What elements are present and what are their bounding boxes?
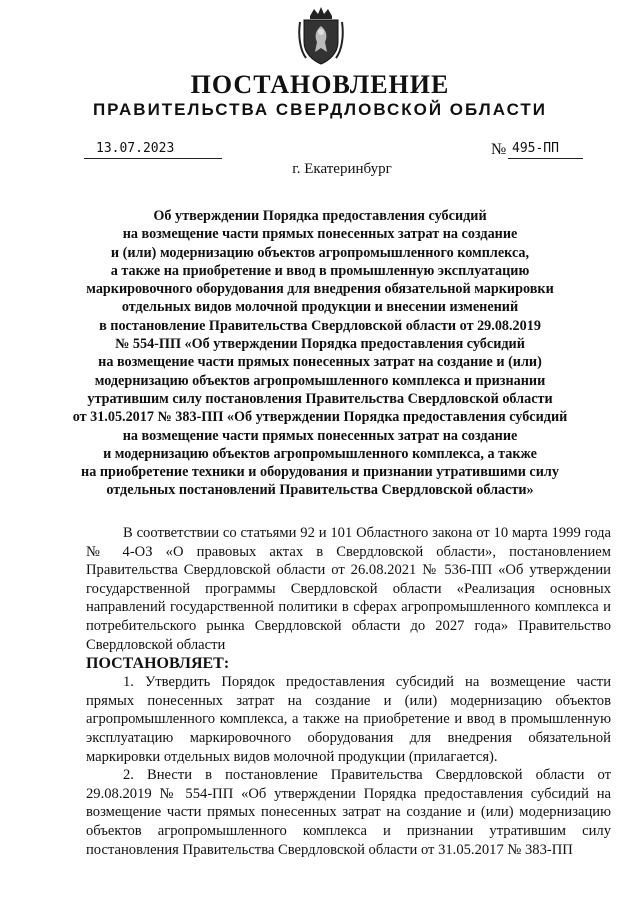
document-number: 495-ПП <box>508 140 583 159</box>
heading-line: на возмещение части прямых понесенных затрат на создание <box>122 226 518 243</box>
item-2-paragraph: 2. Внести в постановление Правительства Свердловской области от 29.08.2019 № 554-ПП «Об утверждении Порядка предоставления субсидий на возмещение части прямых понесенных затрат на создание и (или) модернизацию объектов агропромышленного комплекса и признании утратившим силу постановления Правительства Свердловской области от 31.05.2017 № 383-ПП <box>86 767 611 858</box>
heading-line: отдельных видов молочной продукции и внесении изменений <box>121 299 519 316</box>
heading-line: в постановление Правительства Свердловской области от 29.08.2019 <box>99 317 541 334</box>
document-title: ПОСТАНОВЛЕНИЕ <box>190 70 450 99</box>
document-body <box>86 524 611 859</box>
heading-line: модернизацию объектов агропромышленного комплекса и признании <box>94 372 546 389</box>
number-label: № <box>491 141 507 158</box>
resolves-heading: ПОСТАНОВЛЯЕТ: <box>86 655 230 673</box>
heading-line: отдельных постановлений Правительства Свердловской области» <box>106 482 534 499</box>
coat-of-arms-icon <box>298 6 344 66</box>
heading-line: № 554-ПП «Об утверждении Порядка предоставления субсидий <box>115 336 525 353</box>
heading-line: на возмещение части прямых понесенных затрат на создание <box>122 427 518 444</box>
heading-line: от 31.05.2017 № 383-ПП «Об утверждении Порядка предоставления субсидий <box>72 409 568 426</box>
heading-line: а также на приобретение и ввод в промышленную эксплуатацию <box>110 262 530 279</box>
document-date: 13.07.2023 <box>84 140 222 159</box>
heading-line: Об утверждении Порядка предоставления субсидий <box>153 208 487 224</box>
heading-line: на возмещение части прямых понесенных затрат на создание и (или) <box>98 354 542 371</box>
heading-line: и модернизацию объектов агропромышленного комплекса, а также <box>103 445 537 462</box>
heading-line: и (или) модернизацию объектов агропромышленного комплекса, <box>110 244 530 261</box>
heading-line: утратившим силу постановления Правительства Свердловской области <box>87 390 553 407</box>
document-heading <box>60 207 580 500</box>
document-city: г. Екатеринбург <box>292 161 392 177</box>
document-issuer: ПРАВИТЕЛЬСТВА СВЕРДЛОВСКОЙ ОБЛАСТИ <box>92 100 548 119</box>
preamble-paragraph: В соответствии со статьями 92 и 101 Областного закона от 10 марта 1999 года № 4-ОЗ «О правовых актах в Свердловской области», постановлением Правительства Свердловской области от 26.08.2021 № 536-ПП «Об утверждении государственной программы Свердловской области «Реализация основных направлений государственной политики в сферах агропромышленного комплекса и потребительского рынка Свердловской области до 2027 года» Правительство Свердловской области <box>86 525 611 653</box>
item-1-paragraph: 1. Утвердить Порядок предоставления субсидий на возмещение части прямых понесенных затрат на создание и (или) модернизацию объектов агропромышленного комплекса, а также на приобретение и ввод в промышленную эксплуатацию маркировочного оборудования для внедрения обязательной маркировки отдельных видов молочной продукции (прилагается). <box>86 674 611 765</box>
heading-line: маркировочного оборудования для внедрения обязательной маркировки <box>86 281 554 298</box>
heading-line: на приобретение техники и оборудования и признании утратившими силу <box>81 464 559 481</box>
